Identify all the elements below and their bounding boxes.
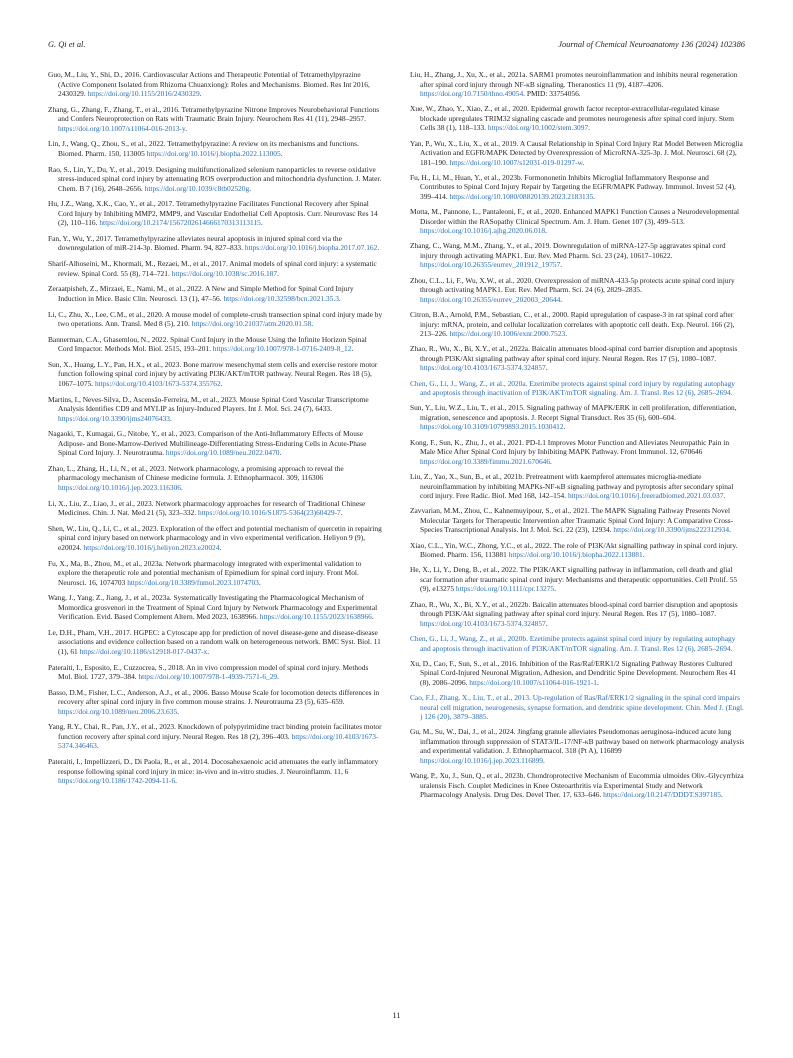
doi-link[interactable]: https://doi.org/10.3389/fimmu.2021.670646 — [420, 456, 551, 466]
reference-entry: Zhao, R., Wu, X., Bi, X.Y., et al., 2022a. Baicalin attenuates blood-spinal cord barrier disruption and apoptosis through PI3K/Akt signaling pathway after spinal cord injury. Neural Regen. Res 17 (5), 1080–1087. https://doi.org/10.4103/1673-5374.324857. — [410, 344, 738, 373]
doi-link[interactable]: https://doi.org/10.1186/s12918-017-0437-x — [79, 646, 208, 656]
doi-link[interactable]: https://doi.org/10.1002/stem.3097 — [487, 123, 589, 133]
doi-link[interactable]: https://doi.org/10.1080/08820139.2023.2183135 — [449, 191, 594, 201]
doi-link[interactable]: https://doi.org/10.2147/DDDT.S397185 — [603, 790, 721, 800]
reference-text[interactable]: Chen, G., Li, J., Wang, Z., et al., 2020b. Ezetimibe protects against spinal cord injury by regulating autophagy and apoptosis through inactivation of PI3K/AKT/mTOR signaling. Am. J. Transl. Res 12 (6), 2685–2694. — [410, 634, 736, 653]
doi-link[interactable]: https://doi.org/10.1016/S1875-5364(23)60429-7 — [198, 508, 341, 518]
reference-entry: Wang, P., Xu, J., Sun, Q., et al., 2023b. Chondroprotective Mechanism of Eucommia ulmoides Oliv.-Glycyrrhiza uralensis Fisch. Couplet Medicines in Knee Osteoarthritis via Experimental Study and Network Pharmacology Analysis. Drug Des. Devel Ther. 17, 633–646. https://doi.org/10.2147/DDDT.S397185. — [410, 771, 744, 800]
reference-entry: Yan, P., Wu, X., Liu, X., et al., 2019. A Causal Relationship in Spinal Cord Injury Rat Model Between Microglia Activation and EGFR/MAPK Detected by Overexpression of MicroRNA-325-3p. J. Mol. Neurosci. 68 (2), 181–190. https://doi.org/10.1007/s12031-019-01297-w. — [410, 138, 743, 167]
reference-entry: Kong, F., Sun, K., Zhu, J., et al., 2021. PD-L1 Improves Motor Function and Alleviates Neuropathic Pain in Male Mice After Spinal Cord Injury by Inhibiting MAPK Pathway. Front Immunol. 12, 670646 https://doi.org/10.3389/fimmu.2021.670646. — [410, 437, 730, 466]
reference-text: Pateraiti, I., Esposito, E., Cuzzocrea, S., 2018. An in vivo compression model of spinal cord injury. Methods Mol. Biol. 1727, 379–384. — [48, 662, 369, 682]
reference-entry: Xue, W., Zhao, Y., Xiao, Z., et al., 2020. Epidermal growth factor receptor-extracellular-regulated kinase blockade upregulates TRIM32 signaling cascade and promotes neurogenesis after spinal cord injury. Stem Cells 38 (1), 118–133. https://doi.org/10.1002/stem.3097. — [410, 104, 735, 133]
reference-text[interactable]: Chen, G., Li, J., Wang, Z., et al., 2020a. Ezetimibe protects against spinal cord injury by regulating autophagy and apoptosis through inactivation of PI3K/AKT/mTOR signaling. Am. J. Transl. Res 12 (6), 2685–2694. — [410, 378, 735, 398]
reference-text: Martins, I., Neves-Silva, D., Ascensão-Ferreira, M., et al., 2023. Mouse Spinal Cord Vascular Transcriptome Analysis Identifies CD9 and MYLIP as Injury-Induced Players. Int J. Mol. Sci. 24 (7), 6433. — [48, 394, 369, 414]
reference-text: Nagaoki, T., Kumagai, G., Nitobe, Y., et al., 2023. Comparison of the Anti-Inflammatory Effects of Mouse Adipose- and Bone-Marrow-Derived Multilineage-Differentiating Stress-Enduring Cells in Acute-Phase Spinal Cord Injury. J. Neurotrauma. — [48, 429, 367, 458]
reference-entry: Li, C., Zhu, X., Lee, C.M., et al., 2020. A mouse model of complete-crush transection spinal cord injury made by two operations. Ann. Transl. Med 8 (5), 210. https://doi.org/10.21037/atm.2020.01.58. — [48, 309, 383, 328]
reference-text: Wang, P., Xu, J., Sun, Q., et al., 2023b. Chondroprotective Mechanism of Eucommia ulmoides Oliv.-Glycyrrhiza uralensis Fisch. Couplet Medicines in Knee Osteoarthritis via Experimental Study and Network Pharmacology Analysis. Drug Des. Devel Ther. 17, 633–646. — [410, 771, 744, 800]
doi-link[interactable]: https://doi.org/10.1016/j.freeradbiomed.2021.03.037 — [567, 491, 724, 501]
doi-link[interactable]: https://doi.org/10.3109/10799893.2015.1030412 — [420, 422, 564, 432]
reference-entry: Hu, J.Z., Wang, X.K., Cao, Y., et al., 2017. Tetramethylpyrazine Facilitates Functional Recovery after Spinal Cord Injury by Inhibiting MMP2, MMP9, and Vascular Endothelial Cell Apoptosis. Curr. Neurovasc Res 14 (2), 110–116. https://doi.org/10.2174/1567202614666170313113115. — [48, 199, 378, 228]
reference-entry — [410, 634, 745, 653]
reference-text: Li, C., Zhu, X., Lee, C.M., et al., 2020. A mouse model of complete-crush transection spinal cord injury made by two operations. Ann. Transl. Med 8 (5), 210. — [48, 309, 383, 328]
reference-text: Motta, M., Pannone, L., Pantaleoni, F., et al., 2020. Enhanced MAPK1 Function Causes a Neurodevelopmental Disorder within the RASopathy Clinical Spectrum. Am. J. Hum. Genet 107 (3), 499–513. — [410, 207, 740, 226]
doi-link[interactable]: https://doi.org/10.4103/1673-5374.324857 — [420, 618, 546, 628]
reference-entry: Sun, Y., Liu, W.Z., Liu, T., et al., 2015. Signaling pathway of MAPK/ERK in cell proliferation, differentiation, migration, senescence and apoptosis. J. Recept Signal Transduct. Res 35 (6), 600–604. https://doi.org/10.3109/10799893.2015.1030412. — [410, 403, 737, 432]
reference-entry: Zavvarian, M.M., Zhou, C., Kahnemuyipour, S., et al., 2021. The MAPK Signaling Pathway Presents Novel Molecular Targets for Therapeutic Intervention after Traumatic Spinal Cord Injury: A Comparative Cross-Species Transcriptional Analysis. Int J. Mol. Sci. 22 (23), 12934. https://doi.org/10.3390/ijms222312934. — [410, 506, 734, 535]
reference-text: Hu, J.Z., Wang, X.K., Cao, Y., et al., 2017. Tetramethylpyrazine Facilitates Functional Recovery after Spinal Cord Injury by Inhibiting MMP2, MMP9, and Vascular Endothelial Cell Apoptosis. Curr. Neurovasc Res 14 (2), 110–116. — [48, 199, 378, 228]
doi-link[interactable]: https://doi.org/10.1016/j.heliyon.2023.e20024 — [83, 542, 220, 552]
doi-link[interactable]: https://doi.org/10.4103/1673-5374.346463 — [58, 731, 379, 751]
doi-link[interactable]: https://doi.org/10.4103/1673-5374.355762 — [94, 378, 221, 388]
reference-text: Zhang, C., Wang, M.M., Zhang, Y., et al., 2019. Downregulation of miRNA-127-5p aggravates spinal cord injury through activating MAPK1. Eur. Rev. Med Pharm. Sci. 23 (24), 10617–10622. — [410, 241, 726, 260]
reference-text: Zhou, C.L., Li, F., Wu, X.W., et al., 2020. Overexpression of miRNA-433-5p protects acute spinal cord injury through activating MAPK1. Eur. Rev. Med Pharm. Sci. 24 (6), 2829–2835. — [410, 275, 735, 295]
doi-link[interactable]: https://doi.org/10.1111/cpr.13275 — [455, 584, 555, 594]
references-left-column — [48, 70, 383, 792]
doi-link[interactable]: https://doi.org/10.1007/978-1-0716-2409-8_12 — [212, 344, 352, 354]
reference-entry: Guo, M., Liu, Y., Shi, D., 2016. Cardiovascular Actions and Therapeutic Potential of Tetramethylpyrazine (Active Component Isolated from Rhizoma Chuanxiong): Roles and Mechanisms. Biomed. Res Int 2016, 2430329. https://doi.org/10.1155/2016/2430329. — [48, 70, 370, 98]
doi-link[interactable]: https://doi.org/10.1016/j.ajhg.2020.06.018 — [420, 226, 546, 236]
reference-entry: Zhang, G., Zhang, F., Zhang, T., et al., 2016. Tetramethylpyrazine Nitrone Improves Neurobehavioral Functions and Confers Neuroprotection on Rats with Traumatic Brain Injury. Neurochem Res 41 (11), 2948–2957. https://doi.org/10.1007/s11064-016-2013-y. — [48, 104, 380, 133]
doi-link[interactable]: https://doi.org/10.1007/s11064-016-1921-1 — [469, 677, 597, 687]
reference-entry: Citron, B.A., Arnold, P.M., Sebastian, C., et al., 2000. Rapid upregulation of caspase-3 in rat spinal cord after injury: mRNA, protein, and cellular localization correlates with apoptotic cell death. Exp. Neurol. 166 (2), 213–226. https://doi.org/10.1006/exnr.2000.7523. — [410, 310, 735, 339]
reference-text: Kong, F., Sun, K., Zhu, J., et al., 2021. PD-L1 Improves Motor Function and Alleviates Neuropathic Pain in Male Mice After Spinal Cord Injury by Inhibiting MAPK Pathway. Front Immunol. 12, 670646 — [410, 437, 730, 457]
reference-entry: Yang, R.Y., Chai, R., Pan, J.Y., et al., 2023. Knockdown of polypyrimidine tract binding protein facilitates motor function recovery after spinal cord injury. Neural Regen. Res 18 (2), 396–403. https://doi.org/10.4103/1673-5374.346463. — [48, 722, 382, 751]
doi-link[interactable]: https://doi.org/10.32598/bcn.2021.35.3 — [223, 293, 339, 303]
reference-text: Fu, H., Li, M., Huan, Y., et al., 2023b. Formononetin Inhibits Microglial Inflammatory Response and Contributes to Spinal Cord Injury Repair by Targeting the EGFR/MAPK Pathway. Immunol. Invest 52 (4), 399–414. — [410, 172, 736, 201]
reference-text: Pateraiti, I., Impellizzeri, D., Di Paola, R., et al., 2014. Docosahexaenoic acid attenuates the early inflammatory response following spinal cord injury in mice: in-vivo and in-vitro studies. J. Neuroinflamm. 11, 6 — [48, 757, 379, 776]
reference-text: Le, D.H., Pham, V.H., 2017. HGPEC: a Cytoscape app for prediction of novel disease-gene and disease-disease associations and evidence collection based on a random walk on heterogeneous network. BMC Syst. Biol. 11 (1), 61 — [48, 627, 381, 656]
reference-text: Basso, D.M., Fisher, L.C., Anderson, A.J., et al., 2006. Basso Mouse Scale for locomotion detects differences in recovery after spinal cord injury in five common mouse strains. J. Neurotrauma 23 (5), 635–659. — [48, 687, 380, 707]
reference-entry: Zeraatpisheh, Z., Mirzaei, E., Nami, M., et al., 2022. A New and Simple Method for Spinal Cord Injury Induction in Mice. Basic Clin. Neurosci. 13 (1), 47–56. https://doi.org/10.32598/bcn.2021.35.3. — [48, 284, 354, 303]
doi-link[interactable]: https://doi.org/10.1186/1742-2094-11-6 — [58, 776, 176, 786]
doi-link[interactable]: https://doi.org/10.1155/2023/1638966 — [259, 612, 372, 622]
reference-text: Yan, P., Wu, X., Liu, X., et al., 2019. A Causal Relationship in Spinal Cord Injury Rat Model Between Microglia Activation and EGFR/MAPK Detected by Overexpression of MicroRNA-325-3p. J. Mol. Neurosci. 68 (2), 181–190. — [410, 138, 743, 167]
reference-text: Zhang, G., Zhang, F., Zhang, T., et al., 2016. Tetramethylpyrazine Nitrone Improves Neurobehavioral Functions and Confers Neuroprotection on Rats with Traumatic Brain Injury. Neurochem Res 41 (11), 2948–2957. — [48, 104, 380, 124]
doi-link[interactable]: https://doi.org/10.1016/j.biopha.2022.113881 — [508, 550, 643, 560]
doi-link[interactable]: https://doi.org/10.26355/eurrev_201912_19757 — [420, 260, 561, 270]
references-right-column — [410, 70, 745, 806]
running-header — [48, 40, 745, 54]
header-authors: G. Qi et al. — [48, 40, 86, 49]
doi-link[interactable]: https://doi.org/10.1089/neu.2022.0470 — [165, 448, 280, 458]
reference-text: Zhao, R., Wu, X., Bi, X.Y., et al., 2022a. Baicalin attenuates blood-spinal cord barrier disruption and apoptosis through PI3K/Akt signaling pathway after spinal cord injury. Neural Regen. Res 17 (5), 1080–1087. — [410, 344, 738, 363]
doi-link[interactable]: https://doi.org/10.1007/s12031-019-01297-w — [449, 157, 583, 167]
reference-text: Gu, M., Su, W., Dai, J., et al., 2024. Jingfang granule alleviates Pseudomonas aeruginosa-induced acute lung inflammation through suppression of STAT3/IL-17/NF-κB pathway based on network pharmacology analysis and experimental validation. J. Ethnopharmacol. 318 (Pt A), 116899 — [410, 727, 745, 756]
reference-entry — [410, 379, 745, 398]
reference-text: Guo, M., Liu, Y., Shi, D., 2016. Cardiovascular Actions and Therapeutic Potential of Tetramethylpyrazine (Active Component Isolated from Rhizoma Chuanxiong): Roles and Mechanisms. Biomed. Res Int 2016, 2430329. — [48, 70, 370, 98]
page-number: 11 — [392, 1011, 401, 1020]
reference-text: Zeraatpisheh, Z., Mirzaei, E., Nami, M., et al., 2022. A New and Simple Method for Spinal Cord Injury Induction in Mice. Basic Clin. Neurosci. 13 (1), 47–56. — [48, 284, 354, 303]
reference-entry: Martins, I., Neves-Silva, D., Ascensão-Ferreira, M., et al., 2023. Mouse Spinal Cord Vascular Transcriptome Analysis Identifies CD9 and MYLIP as Injury-Induced Players. Int J. Mol. Sci. 24 (7), 6433. https://doi.org/10.3390/ijms24076433. — [48, 394, 369, 423]
reference-entry: Xiao, C.L., Yin, W.C., Zhong, Y.C., et al., 2022. The role of PI3K/Akt signalling pathway in spinal cord injury. Biomed. Pharm. 156, 113881 https://doi.org/10.1016/j.biopha.2022.113881. — [410, 540, 738, 560]
header-journal: Journal of Chemical Neuroanatomy 136 (2024) 102386 — [558, 40, 745, 49]
reference-entry: Shen, W., Liu, Q., Li, C., et al., 2023. Exploration of the effect and potential mechanism of quercetin in repairing spinal cord injury based on network pharmacology and in vivo experimental verification. Heliyon 9 (9), e20024. https://doi.org/10.1016/j.heliyon.2023.e20024. — [48, 523, 382, 552]
reference-entry: Xu, D., Cao, F., Sun, S., et al., 2016. Inhibition of the Ras/Raf/ERK1/2 Signaling Pathway Restores Cultured Spinal Cord-Injured Neuronal Migration, Adhesion, and Dendritic Spine Development. Neurochem Res 41 (8), 2086–2096. https://doi.org/10.1007/s11064-016-1921-1. — [410, 658, 737, 687]
reference-text: Zhao, R., Wu, X., Bi, X.Y., et al., 2022b. Baicalin attenuates blood-spinal cord barrier disruption and apoptosis through PI3K/Akt signaling pathway after spinal cord injury. Neural Regen. Res 17 (5), 1080–1087. — [410, 599, 738, 619]
reference-entry: Li, X., Liu, Z., Liao, J., et al., 2023. Network pharmacology approaches for research of Traditional Chinese Medicines. Chin. J. Nat. Med 21 (5), 323–332. https://doi.org/10.1016/S1875-5364(23)60429-7. — [48, 498, 366, 518]
reference-entry: Lin, J., Wang, Q., Zhou, S., et al., 2022. Tetramethylpyrazine: A review on its mechanisms and functions. Biomed. Pharm. 150, 113005 https://doi.org/10.1016/j.biopha.2022.113005. — [48, 139, 359, 158]
reference-entry: Zhang, C., Wang, M.M., Zhang, Y., et al., 2019. Downregulation of miRNA-127-5p aggravates spinal cord injury through activating MAPK1. Eur. Rev. Med Pharm. Sci. 23 (24), 10617–10622. https://doi.org/10.26355/eurrev_201912_19757. — [410, 241, 726, 270]
reference-entry: Rao, S., Lin, Y., Du, Y., et al., 2019. Designing multifunctionalized selenium nanoparticles to reverse oxidative stress-induced spinal cord injury by attenuating ROS overproduction and mitochondria dysfunction. J. Mater. Chem. B 7 (16), 2648–2656. https://doi.org/10.1039/c8tb02520g. — [48, 164, 382, 193]
doi-link[interactable]: https://doi.org/10.21037/atm.2020.01.58 — [191, 319, 312, 328]
reference-entry: Pateraiti, I., Esposito, E., Cuzzocrea, S., 2018. An in vivo compression model of spinal cord injury. Methods Mol. Biol. 1727, 379–384. https://doi.org/10.1007/978-1-4939-7571-6_29. — [48, 662, 369, 682]
reference-entry: Wang, J., Yang, Z., Jiang, J., et al., 2023a. Systematically Investigating the Pharmacological Mechanism of Momordica grosvenori in the Treatment of Spinal Cord Injury by Network Pharmacology and Experimental Verification. Evid. Based Complement Altern. Med 2023, 1638966. https://doi.org/10.1155/2023/1638966. — [48, 593, 378, 622]
reference-text: Liu, H., Zhang, J., Xu, X., et al., 2021a. SARM1 promotes neuroinflammation and inhibits neural regeneration after spinal cord injury through NF-κB signaling. Theranostics 11 (9), 4187–4206. — [410, 70, 738, 89]
reference-entry: Pateraiti, I., Impellizzeri, D., Di Paola, R., et al., 2014. Docosahexaenoic acid attenuates the early inflammatory response following spinal cord injury in mice: in-vivo and in-vitro studies. J. Neuroinflamm. 11, 6 https://doi.org/10.1186/1742-2094-11-6. — [48, 757, 379, 786]
reference-entry: Motta, M., Pannone, L., Pantaleoni, F., et al., 2020. Enhanced MAPK1 Function Causes a Neurodevelopmental Disorder within the RASopathy Clinical Spectrum. Am. J. Hum. Genet 107 (3), 499–513. https://doi.org/10.1016/j.ajhg.2020.06.018. — [410, 207, 740, 236]
reference-entry: He, X., Li, Y., Deng, B., et al., 2022. The PI3K/AKT signalling pathway in inflammation, cell death and glial scar formation after traumatic spinal cord injury: Mechanisms and therapeutic opportunities. Cell Prolif. 55 (9), e13275 https://doi.org/10.1111/cpr.13275. — [410, 565, 738, 594]
reference-text: Fan, Y., Wu, Y., 2017. Tetramethylpyrazine alleviates neural apoptosis in injured spinal cord via the downregulation of miR-214-3p. Biomed. Pharm. 94, 827–833. — [48, 233, 342, 253]
reference-text: Citron, B.A., Arnold, P.M., Sebastian, C., et al., 2000. Rapid upregulation of caspase-3 in rat spinal cord after injury: mRNA, protein, and cellular localization correlates with apoptotic cell death. Exp. Neurol. 166 (2), 213–226. — [410, 310, 735, 339]
reference-text[interactable]: Cao, F.J., Zhang, X., Liu, T., et al., 2013. Up-regulation of Ras/Raf/ERK1/2 signaling in the spinal cord impairs neural cell migration, neurogenesis, synapse formation, and dendritic spine development. Chin. Med J. (Engl. ) 126 (20), 3879–3885. — [410, 693, 744, 722]
doi-link[interactable]: https://doi.org/10.1016/j.jep.2023.116306 — [58, 482, 181, 492]
doi-link[interactable]: https://doi.org/10.1007/s11064-016-2013-y — [58, 123, 186, 133]
reference-entry: Bannerman, C.A., Ghasemlou, N., 2022. Spinal Cord Injury in the Mouse Using the Infinite Horizon Spinal Cord Impactor. Methods Mol. Biol. 2515, 193–201. https://doi.org/10.1007/978-1-0716-2409-8_12. — [48, 334, 367, 354]
reference-text: Zavvarian, M.M., Zhou, C., Kahnemuyipour, S., et al., 2021. The MAPK Signaling Pathway Presents Novel Molecular Targets for Therapeutic Intervention after Traumatic Spinal Cord Injury: A Comparative Cross-Species Transcriptional Analysis. Int J. Mol. Sci. 22 (23), 12934. — [410, 506, 734, 535]
doi-link[interactable]: https://doi.org/10.1038/sc.2016.187 — [171, 268, 278, 278]
reference-text: Yang, R.Y., Chai, R., Pan, J.Y., et al., 2023. Knockdown of polypyrimidine tract binding protein facilitates motor function recovery after spinal cord injury. Neural Regen. Res 18 (2), 396–403. — [48, 722, 382, 741]
reference-entry: Zhao, L., Zhang, H., Li, N., et al., 2023. Network pharmacology, a promising approach to reveal the pharmacology mechanism of Chinese medicine formula. J. Ethnopharmacol. 309, 116306 https://doi.org/10.1016/j.jep.2023.116306. — [48, 463, 344, 492]
reference-entry: Fu, X., Ma, B., Zhou, M., et al., 2023a. Network pharmacology integrated with experimental validation to explore the therapeutic role and potential mechanism of Epimedium for spinal cord injury. Front Mol. Neurosci. 16, 1074703 https://doi.org/10.3389/fnmol.2023.1074703. — [48, 558, 362, 587]
reference-entry: Zhao, R., Wu, X., Bi, X.Y., et al., 2022b. Baicalin attenuates blood-spinal cord barrier disruption and apoptosis through PI3K/Akt signaling pathway after spinal cord injury. Neural Regen. Res 17 (5), 1080–1087. https://doi.org/10.4103/1673-5374.324857. — [410, 599, 738, 628]
doi-link[interactable]: https://doi.org/10.1007/978-1-4939-7571-6_29 — [138, 672, 278, 682]
doi-link[interactable]: https://doi.org/10.1089/neu.2006.23.635 — [58, 706, 178, 716]
reference-entry: Sharif-Alhoseini, M., Khormali, M., Rezaei, M., et al., 2017. Animal models of spinal cord injury: a systematic review. Spinal Cord. 55 (8), 714–721. https://doi.org/10.1038/sc.2016.187. — [48, 259, 377, 278]
reference-text: Shen, W., Liu, Q., Li, C., et al., 2023. Exploration of the effect and potential mechanism of quercetin in repairing spinal cord injury based on network pharmacology and in vivo experimental verification. Heliyon 9 (9), e20024. — [48, 523, 382, 552]
reference-entry: Fu, H., Li, M., Huan, Y., et al., 2023b. Formononetin Inhibits Microglial Inflammatory Response and Contributes to Spinal Cord Injury Repair by Targeting the EGFR/MAPK Pathway. Immunol. Invest 52 (4), 399–414. https://doi.org/10.1080/08820139.2023.2183135. — [410, 172, 736, 201]
doi-link[interactable]: https://doi.org/10.26355/eurrev_202003_20644 — [420, 294, 561, 304]
reference-text: Xu, D., Cao, F., Sun, S., et al., 2016. Inhibition of the Ras/Raf/ERK1/2 Signaling Pathway Restores Cultured Spinal Cord-Injured Neuronal Migration, Adhesion, and Dendritic Spine Development. Neurochem Res 41 (8), 2086–2096. — [410, 658, 737, 687]
reference-entry: Zhou, C.L., Li, F., Wu, X.W., et al., 2020. Overexpression of miRNA-433-5p protects acute spinal cord injury through activating MAPK1. Eur. Rev. Med Pharm. Sci. 24 (6), 2829–2835. https://doi.org/10.26355/eurrev_202003_20644. — [410, 275, 735, 304]
reference-text: Li, X., Liu, Z., Liao, J., et al., 2023. Network pharmacology approaches for research of Traditional Chinese Medicines. Chin. J. Nat. Med 21 (5), 323–332. — [48, 498, 366, 518]
reference-entry: Basso, D.M., Fisher, L.C., Anderson, A.J., et al., 2006. Basso Mouse Scale for locomotion detects differences in recovery after spinal cord injury in five common mouse strains. J. Neurotrauma 23 (5), 635–659. https://doi.org/10.1089/neu.2006.23.635. — [48, 687, 380, 716]
reference-text: Liu, Z., Yao, X., Sun, B., et al., 2021b. Pretreatment with kaempferol attenuates microglia-mediate neuroinflammation by inhibiting MAPKs-NF-κB signaling pathway and pyroptosis after secondary spinal cord injury. Free Radic. Biol. Med 168, 142–154. — [410, 472, 734, 501]
doi-link[interactable]: https://doi.org/10.1016/j.biopha.2022.113005 — [146, 148, 281, 158]
reference-text: Xue, W., Zhao, Y., Xiao, Z., et al., 2020. Epidermal growth factor receptor-extracellular-regulated kinase blockade upregulates TRIM32 signaling cascade and promotes neurogenesis after spinal cord injury. Stem Cells 38 (1), 118–133. — [410, 104, 735, 133]
reference-text: Wang, J., Yang, Z., Jiang, J., et al., 2023a. Systematically Investigating the Pharmacological Mechanism of Momordica grosvenori in the Treatment of Spinal Cord Injury by Network Pharmacology and Experimental Verification. Evid. Based Complement Altern. Med 2023, 1638966. — [48, 593, 378, 622]
reference-entry — [410, 70, 745, 99]
reference-text: Sharif-Alhoseini, M., Khormali, M., Rezaei, M., et al., 2017. Animal models of spinal cord injury: a systematic review. Spinal Cord. 55 (8), 714–721. — [48, 259, 377, 278]
reference-text: Rao, S., Lin, Y., Du, Y., et al., 2019. Designing multifunctionalized selenium nanoparticles to reverse oxidative stress-induced spinal cord injury by attenuating ROS overproduction and mitochondria dysfunction. J. Mater. Chem. B 7 (16), 2648–2656. — [48, 164, 382, 193]
doi-link[interactable]: https://doi.org/10.7150/thno.49054 — [420, 89, 524, 98]
doi-link[interactable]: https://doi.org/10.1155/2016/2430329 — [87, 89, 200, 98]
reference-text: Lin, J., Wang, Q., Zhou, S., et al., 2022. Tetramethylpyrazine: A review on its mechanisms and functions. Biomed. Pharm. 150, 113005 — [48, 139, 359, 158]
reference-entry: Sun, X., Huang, L.Y., Pan, H.X., et al., 2023. Bone marrow mesenchymal stem cells and exercise restore motor function following spinal cord injury by activating PI3K/AKT/mTOR pathway. Neural Regen. Res 18 (5), 1067–1075. https://doi.org/10.4103/1673-5374.355762. — [48, 359, 378, 388]
reference-text: Fu, X., Ma, B., Zhou, M., et al., 2023a. Network pharmacology integrated with experimental validation to explore the therapeutic role and potential mechanism of Epimedium for spinal cord injury. Front Mol. Neurosci. 16, 1074703 — [48, 558, 362, 587]
reference-text: Zhao, L., Zhang, H., Li, N., et al., 2023. Network pharmacology, a promising approach to reveal the pharmacology mechanism of Chinese medicine formula. J. Ethnopharmacol. 309, 116306 — [48, 463, 344, 483]
reference-tail: . PMID: 33754056. — [523, 89, 581, 98]
reference-text: He, X., Li, Y., Deng, B., et al., 2022. The PI3K/AKT signalling pathway in inflammation, cell death and glial scar formation after traumatic spinal cord injury: Mechanisms and therapeutic opportunities. Cell Prolif. 55 (9), e13275 — [410, 565, 738, 594]
reference-entry: Le, D.H., Pham, V.H., 2017. HGPEC: a Cytoscape app for prediction of novel disease-gene and disease-disease associations and evidence collection based on a random walk on heterogeneous network. BMC Syst. Biol. 11 (1), 61 https://doi.org/10.1186/s12918-017-0437-x. — [48, 627, 381, 656]
reference-text: Sun, Y., Liu, W.Z., Liu, T., et al., 2015. Signaling pathway of MAPK/ERK in cell proliferation, differentiation, migration, senescence and apoptosis. J. Recept Signal Transduct. Res 35 (6), 600–604. — [410, 403, 737, 422]
reference-entry: Gu, M., Su, W., Dai, J., et al., 2024. Jingfang granule alleviates Pseudomonas aeruginosa-induced acute lung inflammation through suppression of STAT3/IL-17/NF-κB pathway based on network pharmacology analysis and experimental validation. J. Ethnopharmacol. 318 (Pt A), 116899 https://doi.org/10.1016/j.jep.2023.116899. — [410, 727, 745, 765]
doi-link[interactable]: https://doi.org/10.3390/ijms24076433 — [58, 413, 170, 423]
doi-link[interactable]: https://doi.org/10.1006/exnr.2000.7523 — [449, 329, 566, 339]
reference-entry: Nagaoki, T., Kumagai, G., Nitobe, Y., et al., 2023. Comparison of the Anti-Inflammatory Effects of Mouse Adipose- and Bone-Marrow-Derived Multilineage-Differentiating Stress-Enduring Cells in Acute-Phase Spinal Cord Injury. J. Neurotrauma. https://doi.org/10.1089/neu.2022.0470. — [48, 429, 367, 458]
reference-entry: Liu, Z., Yao, X., Sun, B., et al., 2021b. Pretreatment with kaempferol attenuates microglia-mediate neuroinflammation by inhibiting MAPKs-NF-κB signaling pathway and pyroptosis after secondary spinal cord injury. Free Radic. Biol. Med 168, 142–154. https://doi.org/10.1016/j.freeradbiomed.2021.03.037. — [410, 472, 734, 501]
doi-link[interactable]: https://doi.org/10.3390/ijms222312934 — [613, 525, 730, 535]
reference-text: Xiao, C.L., Yin, W.C., Zhong, Y.C., et al., 2022. The role of PI3K/Akt signalling pathway in spinal cord injury. Biomed. Pharm. 156, 113881 — [410, 540, 738, 560]
doi-link[interactable]: https://doi.org/10.2174/1567202614666170313113115 — [99, 218, 261, 228]
doi-link[interactable]: https://doi.org/10.1016/j.biopha.2017.07.162 — [244, 243, 378, 253]
doi-link[interactable]: https://doi.org/10.1039/c8tb02520g — [144, 183, 250, 193]
reference-text: Bannerman, C.A., Ghasemlou, N., 2022. Spinal Cord Injury in the Mouse Using the Infinite Horizon Spinal Cord Impactor. Methods Mol. Biol. 2515, 193–201. — [48, 334, 367, 354]
reference-text: Sun, X., Huang, L.Y., Pan, H.X., et al., 2023. Bone marrow mesenchymal stem cells and exercise restore motor function following spinal cord injury by activating PI3K/AKT/mTOR pathway. Neural Regen. Res 18 (5), 1067–1075. — [48, 359, 378, 388]
doi-link[interactable]: https://doi.org/10.3389/fnmol.2023.1074703 — [127, 577, 259, 587]
doi-link[interactable]: https://doi.org/10.4103/1673-5374.324857 — [420, 363, 546, 373]
reference-entry: Fan, Y., Wu, Y., 2017. Tetramethylpyrazine alleviates neural apoptosis in injured spinal cord via the downregulation of miR-214-3p. Biomed. Pharm. 94, 827–833. https://doi.org/10.1016/j.biopha.2017.07.162. — [48, 233, 380, 253]
doi-link[interactable]: https://doi.org/10.1016/j.jep.2023.116899 — [420, 755, 543, 765]
reference-entry — [410, 693, 745, 722]
